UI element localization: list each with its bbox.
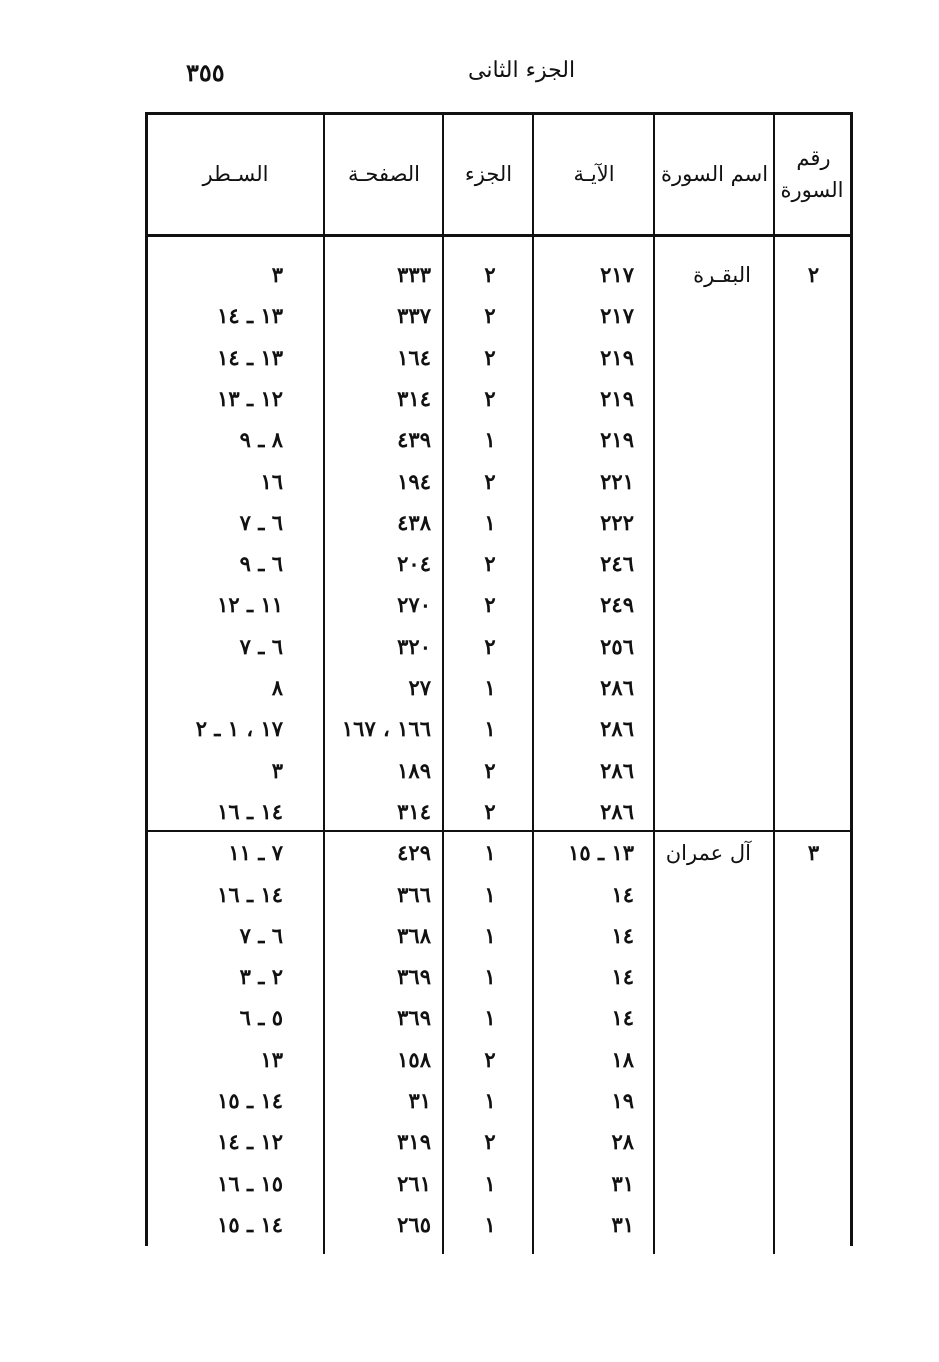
ayah-cell: ١٤ <box>611 1005 634 1031</box>
line-cell: ١٣ <box>260 1046 283 1072</box>
juz-cell: ١ <box>484 1088 496 1113</box>
surah-name-text: البقـرة <box>693 263 751 287</box>
table-row <box>148 506 850 547</box>
page-cell: ٣٦٨ <box>397 922 431 948</box>
juz-cell: ٢ <box>484 385 496 411</box>
ayah-cell: ١٨ <box>611 1046 634 1072</box>
juz-cell: ٢ <box>484 798 496 824</box>
juz-cell: ١ <box>484 427 496 453</box>
ayah-cell: ١٣ ـ ١٥ <box>568 840 634 866</box>
table-row <box>148 382 850 423</box>
line-cell: ١٧ ، ١ ـ ٢ <box>195 716 283 742</box>
line-cell: ١٢ ـ ١٣ <box>217 385 283 411</box>
surah-number: ٢ <box>807 262 820 287</box>
page-cell: ٤٣٩ <box>397 427 431 453</box>
line-cell: ١١ ـ ١٢ <box>217 592 283 618</box>
table-row <box>148 588 850 629</box>
line-cell: ١٣ ـ ١٤ <box>217 344 283 370</box>
line-cell: ١٤ ـ ١٦ <box>217 881 283 907</box>
table-row <box>148 712 850 753</box>
table-row <box>148 1208 850 1249</box>
column-header-juz: الجزء <box>464 161 513 186</box>
juz-cell: ١ <box>484 509 496 535</box>
ayah-cell: ١٩ <box>611 1088 634 1113</box>
juz-cell: ١ <box>484 1170 496 1196</box>
juz-cell: ٢ <box>484 1046 496 1072</box>
page-cell: ٣٣٧ <box>397 303 431 329</box>
ayah-cell: ٢١٧ <box>600 262 634 287</box>
page-cell: ١٩٤ <box>397 468 431 494</box>
table-row <box>148 960 850 1001</box>
section-divider <box>148 830 850 832</box>
page-cell: ٣٣٣ <box>397 262 431 287</box>
surah-name <box>656 258 773 299</box>
page-cell: ١٦٤ <box>397 344 431 370</box>
page-cell: ٣٦٩ <box>397 964 431 990</box>
line-cell: ٨ ـ ٩ <box>239 427 283 453</box>
column-header-line: السـطر <box>202 161 269 186</box>
ayah-cell: ٢٤٩ <box>600 592 634 618</box>
table-row <box>148 1043 850 1084</box>
page-cell: ٢٦١ <box>397 1170 431 1196</box>
ayah-cell: ٢٥٦ <box>600 633 634 659</box>
ayah-cell: ٢٢٢ <box>600 509 634 535</box>
juz-cell: ١ <box>484 922 496 948</box>
ayah-cell: ٢١٩ <box>600 344 634 370</box>
table-row <box>148 919 850 960</box>
table-row <box>148 671 850 712</box>
page-cell: ٢٧ <box>408 675 431 700</box>
page-cell: ٢٠٤ <box>397 551 431 577</box>
page-cell: ٣١٩ <box>397 1129 431 1155</box>
line-cell: ٣ <box>271 262 283 287</box>
juz-cell: ١ <box>484 1005 496 1031</box>
juz-cell: ٢ <box>484 262 496 287</box>
juz-cell: ٢ <box>484 633 496 659</box>
ayah-cell: ٢٨٦ <box>600 675 634 700</box>
page-header <box>0 58 939 94</box>
table-row <box>148 341 850 382</box>
surah-name-text: آل عمران <box>665 841 751 866</box>
ayah-cell: ٢٨٦ <box>600 798 634 824</box>
table-row <box>148 878 850 919</box>
line-cell: ٧ ـ ١١ <box>228 840 283 866</box>
page-cell: ١٥٨ <box>397 1046 431 1072</box>
page-cell: ٤٢٩ <box>397 840 431 866</box>
juz-cell: ٢ <box>484 592 496 618</box>
juz-cell: ١ <box>484 716 496 742</box>
juz-cell: ١ <box>484 1211 496 1237</box>
table-header-row <box>148 115 850 237</box>
table-row <box>148 258 850 299</box>
page-number: ٣٥٥ <box>186 58 225 87</box>
line-cell: ٦ ـ ٧ <box>239 509 283 535</box>
page-cell: ٣١٤ <box>397 385 431 411</box>
running-title: الجزء الثانى <box>468 58 576 83</box>
ayah-cell: ١٤ <box>611 881 634 907</box>
table-row <box>148 1167 850 1208</box>
juz-cell: ٢ <box>484 551 496 577</box>
ayah-cell: ٣١ <box>611 1211 634 1237</box>
juz-cell: ١ <box>484 675 496 700</box>
page-cell: ٣١٤ <box>397 798 431 824</box>
page-cell: ٢٦٥ <box>397 1211 431 1237</box>
ayah-cell: ٢٨ <box>611 1129 634 1155</box>
table-row <box>148 836 850 877</box>
page-cell: ٣٢٠ <box>397 633 431 659</box>
ayah-cell: ٢٢١ <box>600 468 634 494</box>
table-row <box>148 1125 850 1166</box>
line-cell: ٨ <box>271 675 283 700</box>
juz-cell: ٢ <box>484 303 496 329</box>
table-row <box>148 630 850 671</box>
surah-number: ٣ <box>807 840 820 866</box>
table-row <box>148 299 850 340</box>
column-header-surah-number: رقم السورة <box>780 146 844 202</box>
line-cell: ٢ ـ ٣ <box>239 964 283 990</box>
surah-name <box>656 836 773 877</box>
table-row <box>148 465 850 506</box>
index-table <box>145 112 853 1246</box>
ayah-cell: ٢٨٦ <box>600 716 634 742</box>
juz-cell: ١ <box>484 964 496 990</box>
page-cell: ٣٦٦ <box>397 881 431 907</box>
line-cell: ١٥ ـ ١٦ <box>217 1170 283 1196</box>
line-cell: ٦ ـ ٩ <box>239 551 283 577</box>
line-cell: ٦ ـ ٧ <box>239 922 283 948</box>
line-cell: ١٢ ـ ١٤ <box>217 1129 283 1155</box>
juz-cell: ٢ <box>484 1129 496 1155</box>
table-row <box>148 1084 850 1125</box>
column-header-ayah: الآيـة <box>573 161 615 186</box>
line-cell: ٦ ـ ٧ <box>239 633 283 659</box>
line-cell: ١٤ ـ ١٦ <box>217 798 283 824</box>
column-header-page: الصفحـة <box>347 161 421 186</box>
column-header-surah-name: اسم السورة <box>660 161 769 186</box>
ayah-cell: ٢٤٦ <box>600 551 634 577</box>
page-cell: ٣٦٩ <box>397 1005 431 1031</box>
juz-cell: ٢ <box>484 468 496 494</box>
juz-cell: ٢ <box>484 344 496 370</box>
page-cell: ١٦٦ ، ١٦٧ <box>341 716 431 742</box>
juz-cell: ٢ <box>484 757 496 783</box>
ayah-cell: ١٤ <box>611 922 634 948</box>
ayah-cell: ٢١٩ <box>600 427 634 453</box>
line-cell: ٥ ـ ٦ <box>239 1005 283 1031</box>
line-cell: ١٤ ـ ١٥ <box>217 1211 283 1237</box>
table-row <box>148 547 850 588</box>
ayah-cell: ١٤ <box>611 964 634 990</box>
table-row <box>148 423 850 464</box>
page-cell: ١٨٩ <box>397 757 431 783</box>
juz-cell: ١ <box>484 881 496 907</box>
ayah-cell: ٢١٧ <box>600 303 634 329</box>
page-cell: ٣١ <box>408 1088 431 1113</box>
line-cell: ١٤ ـ ١٥ <box>217 1088 283 1113</box>
juz-cell: ١ <box>484 840 496 866</box>
page-cell: ٢٧٠ <box>397 592 431 618</box>
table-row <box>148 754 850 795</box>
ayah-cell: ٢١٩ <box>600 385 634 411</box>
line-cell: ١٦ <box>260 468 283 494</box>
page-cell: ٤٣٨ <box>397 509 431 535</box>
table-row <box>148 1001 850 1042</box>
ayah-cell: ٢٨٦ <box>600 757 634 783</box>
line-cell: ٣ <box>271 757 283 783</box>
ayah-cell: ٣١ <box>611 1170 634 1196</box>
line-cell: ١٣ ـ ١٤ <box>217 303 283 329</box>
